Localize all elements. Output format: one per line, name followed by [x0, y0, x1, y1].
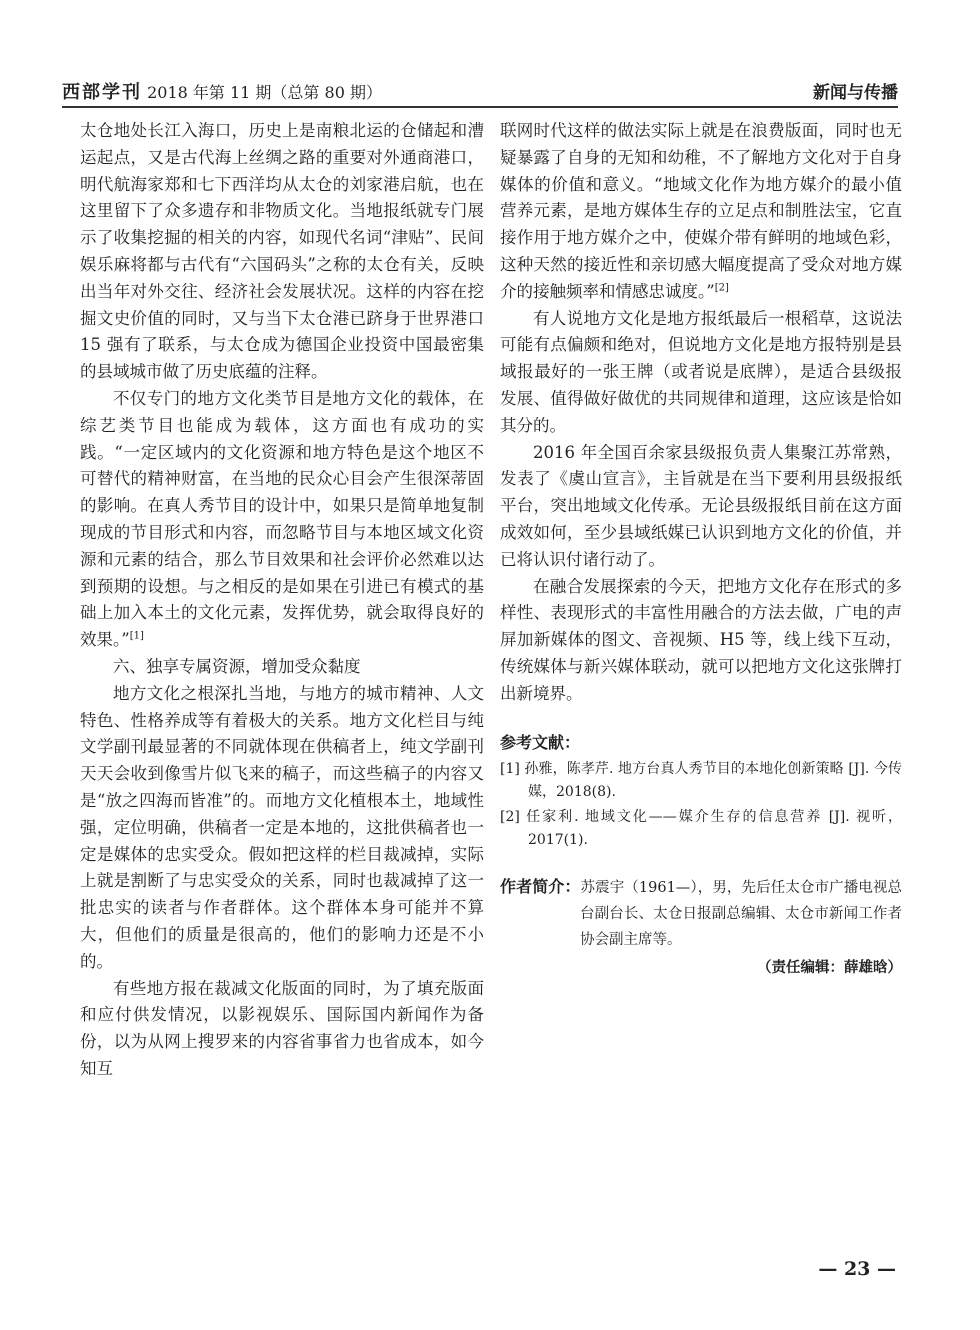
reference-item: [1] 孙雅，陈孝芹. 地方台真人秀节目的本地化创新策略 [J]. 今传媒，2018(8).: [500, 761, 902, 801]
body-paragraph: [80, 976, 484, 1083]
body-paragraph: [500, 574, 902, 708]
section-name: 新闻与传播: [813, 83, 898, 103]
references-title: 参考文献：: [500, 732, 581, 752]
right-column-body: [500, 118, 902, 708]
author-bio: [500, 874, 902, 953]
paragraph-text: 2016 年全国百余家县级报负责人集聚江苏常熟，发表了《虞山宣言》，主旨就是在当下要利用县级报纸平台，突出地域文化传承。无论县级报纸目前在这方面成效如何，至少县域纸媒已认识到地方文化的价值，并已将认识付诸行动了。: [500, 442, 902, 569]
paragraph-text: 有人说地方文化是地方报纸最后一根稻草，这说法可能有点偏颇和绝对，但说地方文化是地方报特别是县域报最好的一张王牌（或者说是底牌），是适合县级报发展、值得做好做优的共同规律和道理，这应该是恰如其分的。: [500, 308, 902, 435]
running-header: [62, 74, 898, 104]
journal-info: [62, 78, 382, 104]
body-paragraph: [80, 681, 484, 976]
header-rule: [62, 106, 898, 108]
issue-info: 2018 年第 11 期（总第 80 期）: [147, 83, 382, 102]
paragraph-text: 地方文化之根深扎当地，与地方的城市精神、人文特色、性格养成等有着极大的关系。地方文化栏目与纯文学副刊最显著的不同就体现在供稿者上，纯文学副刊天天会收到像雪片似飞来的稿子，而这些稿子的内容又是“放之四海而皆准”的。而地方文化植根本土，地域性强，定位明确，供稿者一定是本地的，这批供稿者也一定是媒体的忠实受众。假如把这样的栏目裁减掉，实际上就是割断了与忠实受众的关系，同时也裁减掉了这一批忠实的读者与作者群体。这个群体本身可能并不算大，但他们的质量是很高的，他们的影响力还是不小的。: [80, 683, 484, 971]
body-paragraph: [500, 118, 902, 306]
paragraph-text: 有些地方报在裁减文化版面的同时，为了填充版面和应付供发情况，以影视娱乐、国际国内新闻作为备份，以为从网上搜罗来的内容省事省力也省成本，如今知互: [80, 978, 484, 1078]
citation-mark: [2]: [714, 282, 729, 294]
responsible-editor: （责任编辑：薛雄晗）: [757, 959, 902, 977]
section-heading: [80, 654, 484, 681]
reference-item: [2] 任家利. 地域文化——媒介生存的信息营养 [J]. 视听，2017(1).: [500, 809, 902, 849]
body-paragraph: [500, 306, 902, 440]
citation-mark: [1]: [129, 630, 144, 642]
paragraph-text: 联网时代这样的做法实际上就是在浪费版面，同时也无疑暴露了自身的无知和幼稚，不了解地方文化对于自身媒体的价值和意义。“地域文化作为地方媒介的最小值营养元素，是地方媒体生存的立足点和制胜法宝，它直接作用于地方媒介之中，使媒介带有鲜明的地域色彩，这种天然的接近性和亲切感大幅度提高了受众对地方媒介的接触频率和情感忠诚度。”: [500, 121, 902, 301]
paragraph-text: 不仅专门的地方文化类节目是地方文化的载体，在综艺类节目也能成为载体，这方面也有成功的实践。“一定区域内的文化资源和地方特色是这个地区不可替代的精神财富，在当地的民众心目会产生很深蒂固的影响。在真人秀节目的设计中，如果只是简单地复制现成的节目形式和内容，而忽略节目与本地区域文化资源和元素的结合，那么节目效果和社会评价必然难以达到预期的设想。与之相反的是如果在引进已有模式的基础上加入本土的文化元素，发挥优势，就会取得良好的效果。”: [80, 388, 484, 650]
author-label: 作者简介：: [500, 877, 581, 897]
author-text: 苏震宇（1961—），男，先后任太仓市广播电视总台副台长、太仓日报副总编辑、太仓市新闻工作者协会副主席等。: [580, 880, 902, 949]
paragraph-text: 六、独享专属资源，增加受众黏度: [113, 656, 361, 676]
body-paragraph: [500, 440, 902, 574]
right-column: [500, 118, 902, 982]
body-paragraph: [80, 386, 484, 654]
paragraph-text: 太仓地处长江入海口，历史上是南粮北运的仓储起和漕运起点，又是古代海上丝绸之路的重要对外通商港口，明代航海家郑和七下西洋均从太仓的刘家港启航，也在这里留下了众多遗存和非物质文化。当地报纸就专门展示了收集挖掘的相关的内容，如现代名词“津贴”、民间娱乐麻将都与古代有“六国码头”之称的太仓有关，反映出当年对外交往、经济社会发展状况。这样的内容在挖掘文史价值的同时，又与当下太仓港已跻身于世界港口 15 强有了联系，与太仓成为德国企业投资中国最密集的县域城市做了历史底蕴的注释。: [80, 121, 484, 382]
journal-logo: 西部学刊: [62, 82, 142, 103]
paragraph-text: 在融合发展探索的今天，把地方文化存在形式的多样性、表现形式的丰富性用融合的方法去做，广电的声屏加新媒体的图文、音视频、H5 等，线上线下互动，传统媒体与新兴媒体联动，就可以把地方文化这张牌打出新境界。: [500, 576, 902, 703]
body-paragraph: [80, 118, 484, 386]
page-number: — 23 —: [818, 1258, 896, 1280]
left-column: [80, 118, 484, 1083]
